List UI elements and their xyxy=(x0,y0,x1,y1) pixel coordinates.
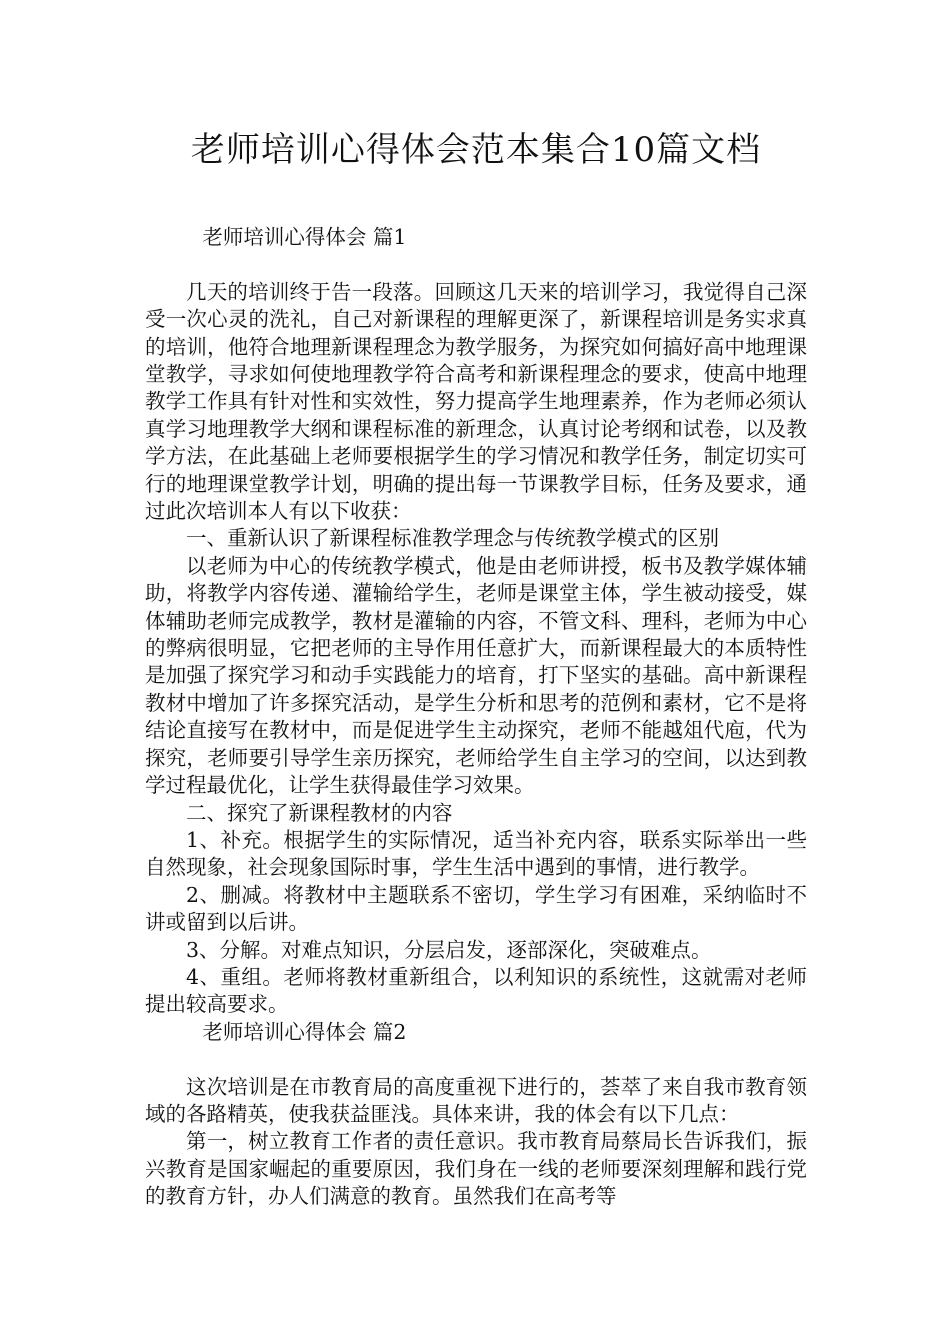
paragraph: 这次培训是在市教育局的高度重视下进行的，荟萃了来自我市教育领域的各路精英，使我获益匪浅。具体来讲，我的体会有以下几点： xyxy=(145,1074,807,1126)
paragraph: 1、补充。根据学生的实际情况，适当补充内容，联系实际举出一些自然现象，社会现象国际时事，学生生活中遇到的事情，进行教学。 xyxy=(145,827,807,880)
paragraph: 3、分解。对难点知识，分层启发，逐部深化，突破难点。 xyxy=(186,937,712,962)
paragraph: 以老师为中心的传统教学模式，他是由老师讲授，板书及教学媒体辅助，将教学内容传递、灌输给学生，老师是课堂主体，学生被动接受，媒体辅助老师完成教学，教材是灌输的内容，不管文科、理科，老师为中心的弊病很明显，它把老师的主导作用任意扩大，而新课程最大的本质特性是加强了探究学习和动手实践能力的培育，打下坚实的基础。高中新课程教材中增加了许多探究活动，是学生分析和思考的范例和素材，它不是将结论直接写在教材中，而是促进学生主动探究，老师不能越俎代庖，代为探究，老师要引导学生亲历探究，老师给学生自主学习的空间，以达到教学过程最优化，让学生获得最佳学习效果。 xyxy=(145,553,807,798)
paragraph: 一、重新认识了新课程标准教学理念与传统教学模式的区别 xyxy=(186,526,719,551)
paragraph: 4、重组。老师将教材重新组合，以利知识的系统性，这就需对老师提出较高要求。 xyxy=(145,964,807,1017)
paragraph: 几天的培训终于告一段落。回顾这几天来的培训学习，我觉得自己深受一次心灵的洗礼，自己对新课程的理解更深了，新课程培训是务实求真的培训，他符合地理新课程理念为教学服务，为探究如何搞好高中地理课堂教学，寻求如何使地理教学符合高考和新课程理念的要求，使高中地理教学工作具有针对性和实效性，努力提高学生地理素养，作为老师必须认真学习地理教学大纲和课程标准的新理念，认真讨论考纲和试卷，以及教学方法，在此基础上老师要根据学生的学习情况和教学任务，制定切实可行的地理课堂教学计划，明确的提出每一节课教学目标，任务及要求，通过此次培训本人有以下收获： xyxy=(145,279,807,524)
paragraph: 二、探究了新课程教材的内容 xyxy=(186,800,453,825)
section-heading: 老师培训心得体会 篇1 xyxy=(202,225,407,249)
document-body xyxy=(145,224,807,1211)
section-heading: 老师培训心得体会 篇2 xyxy=(202,1019,407,1044)
document-title: 老师培训心得体会范本集合10篇文档 xyxy=(190,130,762,170)
paragraph: 第一，树立教育工作者的责任意识。我市教育局蔡局长告诉我们，振兴教育是国家崛起的重要原因，我们身在一线的老师要深刻理解和践行党的教育方针，办人们满意的教育。虽然我们在高考等 xyxy=(145,1129,807,1209)
paragraph: 2、删减。将教材中主题联系不密切，学生学习有困难，采纳临时不讲或留到以后讲。 xyxy=(145,882,807,935)
